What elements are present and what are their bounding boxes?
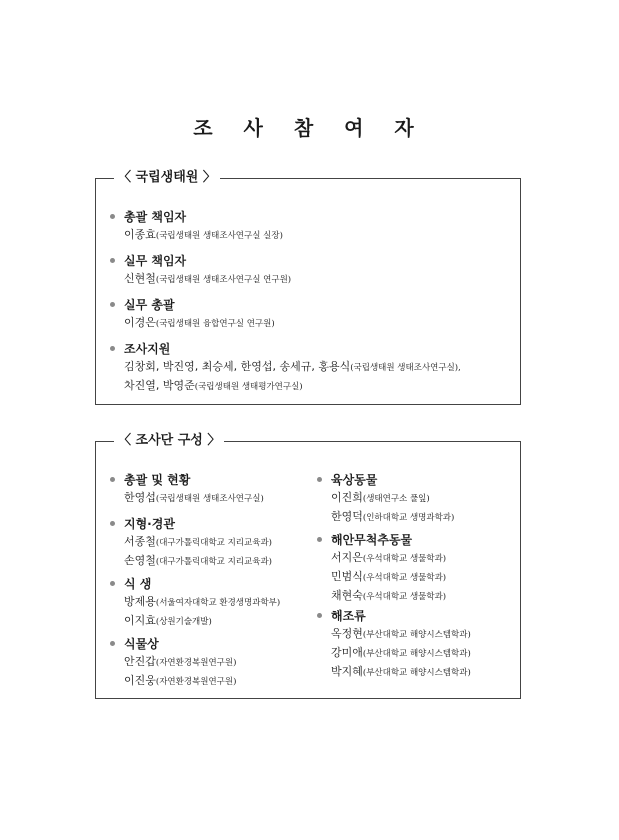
member-line — [317, 507, 454, 526]
member-line — [110, 488, 264, 507]
member-name: 서종철 — [124, 535, 156, 548]
section-working-manager — [110, 253, 291, 288]
section-vegetation — [110, 576, 280, 630]
survey-team-box-header: 〈 조사단 구성 〉 — [114, 431, 224, 451]
member-affiliation: (대구가톨릭대학교 지리교육과) — [155, 538, 272, 548]
section-heading: 조사지원 — [124, 342, 171, 356]
member-line — [110, 551, 272, 570]
section-heading: 실무 책임자 — [124, 254, 187, 268]
member-affiliation: (상원기술개발) — [155, 617, 212, 627]
section-flora — [110, 636, 236, 690]
bullet-icon — [110, 581, 115, 586]
member-line — [110, 652, 236, 671]
member-affiliation: (부산대학교 해양시스템학과) — [362, 649, 471, 659]
member-line — [110, 313, 275, 332]
member-name: 차진열, 박영준 — [124, 379, 195, 392]
member-name: 채현숙 — [331, 589, 363, 602]
member-affiliation: (자연환경복원연구원) — [155, 658, 237, 668]
nie-box-header: 〈 국립생태원 〉 — [114, 168, 220, 188]
bullet-icon — [317, 613, 322, 618]
member-line — [317, 548, 446, 567]
member-name: 김창회, 박진영, 최승세, 한영섭, 송세규, 홍용식 — [124, 360, 351, 373]
member-name: 한영덕 — [331, 510, 363, 523]
member-affiliation: (우석대학교 생물학과) — [362, 592, 447, 602]
member-line — [317, 488, 454, 507]
member-affiliation: (자연환경복원연구원) — [155, 677, 237, 687]
member-name: 옥정현 — [331, 627, 363, 640]
member-name: 이경은 — [124, 316, 156, 329]
member-name: 민범식 — [331, 570, 363, 583]
member-line — [110, 592, 280, 611]
section-heading: 식물상 — [124, 637, 159, 651]
member-name: 이지효 — [124, 614, 156, 627]
member-affiliation: (인하대학교 생명과학과) — [362, 513, 455, 523]
bullet-icon — [110, 302, 115, 307]
member-affiliation: (우석대학교 생물학과) — [362, 573, 447, 583]
section-working-general — [110, 297, 275, 332]
bullet-icon — [110, 477, 115, 482]
bullet-icon — [110, 641, 115, 646]
member-name: 이진희 — [331, 491, 363, 504]
bullet-icon — [317, 477, 322, 482]
member-line — [110, 269, 291, 288]
member-affiliation: (부산대학교 해양시스템학과) — [362, 668, 471, 678]
nie-participants-box — [95, 170, 521, 405]
member-name: 손영철 — [124, 554, 156, 567]
survey-team-box — [95, 433, 521, 699]
section-heading: 식 생 — [124, 577, 152, 591]
member-affiliation: (국립생태원 생태조사연구실 연구원) — [155, 275, 292, 285]
section-seaweeds — [317, 608, 471, 681]
member-name: 방제용 — [124, 595, 156, 608]
section-heading: 지형·경관 — [124, 517, 175, 531]
section-heading: 실무 총괄 — [124, 298, 175, 312]
section-heading: 해안무척추동물 — [331, 533, 413, 547]
member-affiliation: (우석대학교 생물학과) — [362, 554, 447, 564]
member-name: 신현철 — [124, 272, 156, 285]
member-affiliation: (국립생태원 융합연구실 연구원) — [155, 319, 275, 329]
member-name: 이진웅 — [124, 674, 156, 687]
section-terrestrial-animals — [317, 472, 454, 526]
member-affiliation: (대구가톨릭대학교 지리교육과) — [155, 557, 272, 567]
member-line — [317, 643, 471, 662]
bullet-icon — [110, 258, 115, 263]
member-name: 한영섭 — [124, 491, 156, 504]
member-name: 안진갑 — [124, 655, 156, 668]
member-affiliation: (국립생태원 생태조사연구실 실장) — [155, 231, 283, 241]
member-affiliation: (서울여자대학교 환경생명과학부) — [155, 598, 281, 608]
member-affiliation: (부산대학교 해양시스템학과) — [362, 630, 471, 640]
member-name: 박지혜 — [331, 665, 363, 678]
member-affiliation: (국립생태원 생태조사연구실) — [155, 494, 264, 504]
section-general-manager — [110, 209, 283, 244]
member-line — [110, 532, 272, 551]
section-survey-support — [110, 341, 461, 395]
section-coastal-invertebrates — [317, 532, 446, 605]
section-heading: 해조류 — [331, 609, 366, 623]
member-name: 이종효 — [124, 228, 156, 241]
member-affiliation: (생태연구소 풀잎) — [362, 494, 430, 504]
section-heading: 총괄 및 현황 — [124, 473, 191, 487]
section-heading: 총괄 책임자 — [124, 210, 187, 224]
bullet-icon — [110, 214, 115, 219]
member-line — [317, 624, 471, 643]
page-title: 조 사 참 여 자 — [193, 116, 426, 140]
member-name: 서지은 — [331, 551, 363, 564]
member-line — [110, 376, 461, 395]
member-line — [317, 567, 446, 586]
member-line — [110, 671, 236, 690]
section-overview — [110, 472, 264, 507]
member-affiliation: (국립생태원 생태조사연구실), — [350, 363, 461, 373]
member-line — [110, 357, 461, 376]
member-line — [317, 662, 471, 681]
member-line — [110, 611, 280, 630]
section-heading: 육상동물 — [331, 473, 378, 487]
member-affiliation: (국립생태원 생태평가연구실) — [194, 382, 303, 392]
section-topography — [110, 516, 272, 570]
member-line — [110, 225, 283, 244]
bullet-icon — [317, 537, 322, 542]
member-line — [317, 586, 446, 605]
bullet-icon — [110, 346, 115, 351]
bullet-icon — [110, 521, 115, 526]
member-name: 강미애 — [331, 646, 363, 659]
